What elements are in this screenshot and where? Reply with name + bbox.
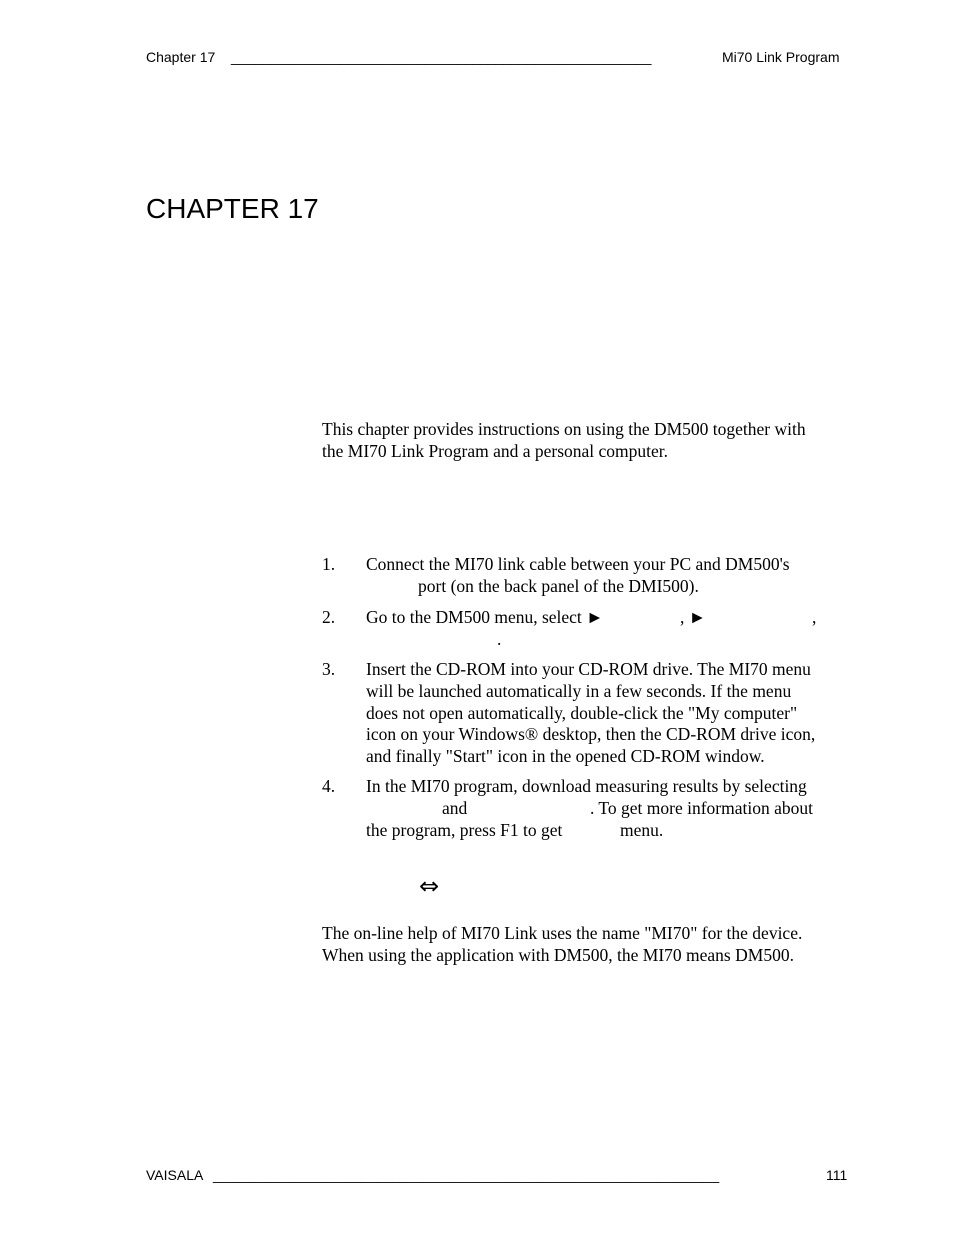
step-3-line-5: and finally "Start" icon in the opened CD-ROM window. xyxy=(366,746,765,766)
chapter-title: CHAPTER 17 xyxy=(146,193,319,224)
step-4-number: 4. xyxy=(322,776,336,796)
step-4-text-and: and xyxy=(442,798,468,818)
step-3-line-1: Insert the CD-ROM into your CD-ROM drive. The MI70 menu xyxy=(366,659,811,679)
intro-line-1: This chapter provides instructions on using the DM500 together with xyxy=(322,419,806,439)
intro-line-2: the MI70 Link Program and a personal computer. xyxy=(322,441,669,461)
step-2-text-a: Go to the DM500 menu, select ► xyxy=(366,607,604,627)
step-4-text-press-f1: the program, press F1 to get xyxy=(366,820,563,840)
step-3-line-3: does not open automatically, double-click the "My computer" xyxy=(366,703,798,723)
step-2-text-d: . xyxy=(497,629,502,649)
step-2-number: 2. xyxy=(322,607,336,627)
running-header-title: Mi70 Link Program xyxy=(722,49,840,65)
note-line-1: The on-line help of MI70 Link uses the name "MI70" for the device. xyxy=(322,923,803,943)
step-2-text-c: , xyxy=(812,607,817,627)
intro-paragraph xyxy=(322,418,806,462)
running-header-chapter: Chapter 17 xyxy=(146,49,216,65)
step-3-number: 3. xyxy=(322,659,336,679)
footer-company: VAISALA xyxy=(146,1167,204,1183)
double-arrow-icon: ⇔ xyxy=(419,872,440,900)
step-1-line-1: Connect the MI70 link cable between your PC and DM500's xyxy=(366,554,790,574)
header-rule: ______________________________________________________ xyxy=(231,49,652,65)
page-number: 111 xyxy=(826,1167,848,1183)
step-2-text-b: , ► xyxy=(680,607,707,627)
step-1-line-2: port (on the back panel of the DMI500). xyxy=(418,576,699,596)
step-3-line-4: icon on your Windows® desktop, then the CD-ROM drive icon, xyxy=(366,724,816,744)
step-1-number: 1. xyxy=(322,554,336,574)
note-line-2: When using the application with DM500, the MI70 means DM500. xyxy=(322,945,794,965)
note-paragraph xyxy=(322,922,802,966)
step-4-line-1: In the MI70 program, download measuring results by selecting xyxy=(366,776,807,796)
step-3-line-2: will be launched automatically in a few seconds. If the menu xyxy=(366,681,792,701)
footer-rule: _________________________________________________________________ xyxy=(213,1167,720,1183)
step-4-text-menu: menu. xyxy=(620,820,664,840)
step-4-text-more-info: . To get more information about xyxy=(590,798,813,818)
